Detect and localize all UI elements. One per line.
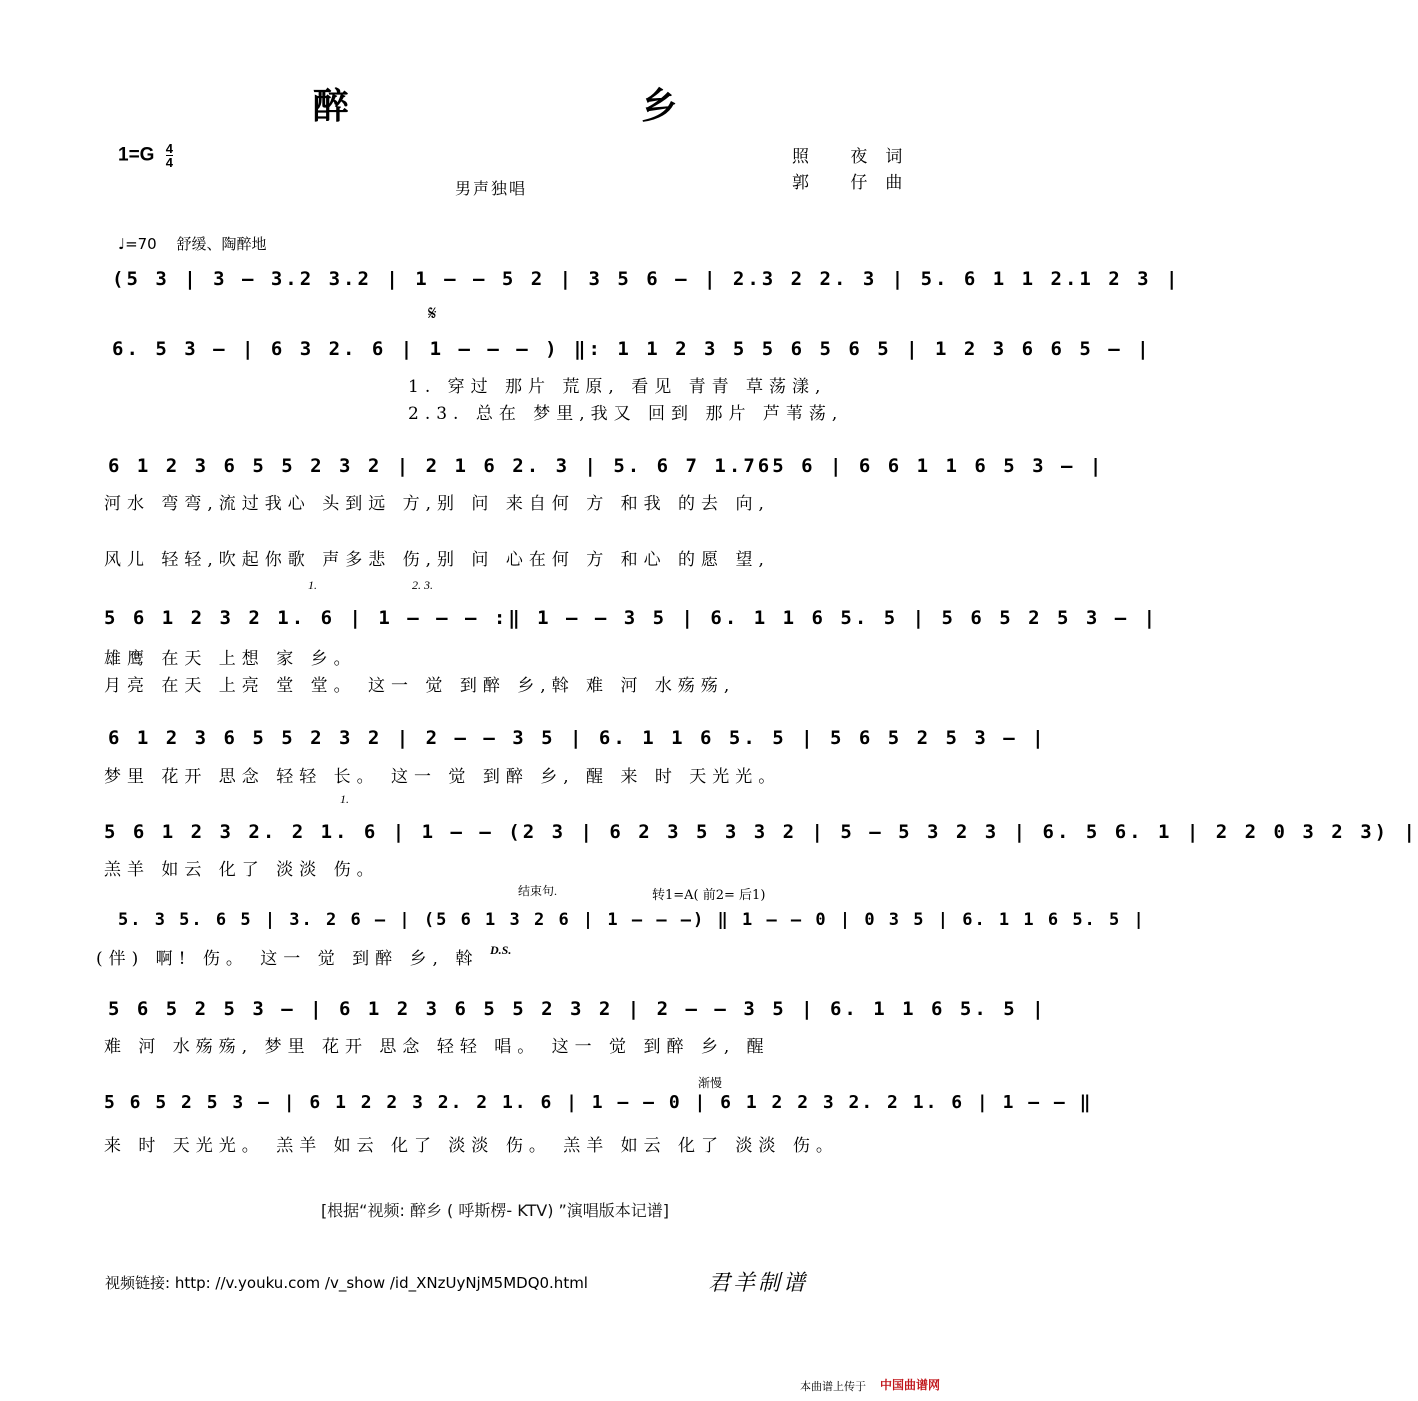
transcriber-signature: 君羊制谱 — [708, 1271, 809, 1296]
key-signature — [118, 142, 173, 169]
score-system-3: 6 1 2 3 6 5 5 2 3 2 | 2 1 6 2. 3 | 5. 6 7 1.765 6 | 6 6 1 1 6 5 3 – | — [108, 455, 1105, 477]
volta-1: 1. — [308, 578, 317, 592]
performance-type: 男声独唱 — [455, 179, 528, 198]
lyricist-credit: 照 夜词 — [792, 147, 921, 167]
lyrics-line-4b: 月亮 在天 上亮 堂 堂。 这一 觉 到醉 乡,斡 难 河 水殇殇, — [104, 676, 736, 696]
lyrics-line-7: (伴) 啊! 伤。 这一 觉 到醉 乡, 斡 — [96, 949, 479, 969]
page-title: 醉 乡 — [312, 85, 818, 127]
dal-segno-mark: D.S. — [490, 943, 512, 957]
lyrics-line-4a: 雄鹰 在天 上想 家 乡。 — [104, 649, 357, 669]
score-system-9: 5 6 5 2 5 3 – | 6 1 2 2 3 2. 2 1. 6 | 1 – – 0 | 6 1 2 2 3 2. 2 1. 6 | 1 – – ‖ — [104, 1092, 1093, 1113]
ritardando-mark: 渐慢 — [698, 1076, 723, 1090]
lyrics-line-3b: 风儿 轻轻,吹起你歌 声多悲 伤,别 问 心在何 方 和心 的愿 望, — [104, 550, 770, 570]
video-link[interactable]: 视频链接: http: //v.youku.com /v_show /id_XNzUyNjM5MDQ0.html — [105, 1274, 588, 1292]
score-system-6: 5 6 1 2 3 2. 2 1. 6 | 1 – – (2 3 | 6 2 3 5 3 3 2 | 5 – 5 3 2 3 | 6. 5 6. 1 | 2 2 0 3 2 3) | — [104, 821, 1418, 843]
lyrics-line-6: 羔羊 如云 化了 淡淡 伤。 — [104, 860, 380, 880]
score-system-2: 6. 5 3 – | 6 3 2. 6 | 1 – – – ) ‖: 1 1 2 3 5 5 6 5 6 5 | 1 2 3 6 6 5 – | — [112, 338, 1152, 360]
tempo-marking: ♩=70 舒缓、陶醉地 — [118, 235, 267, 253]
lyrics-verse-2: 2.3. 总在 梦里,我又 回到 那片 芦苇荡, — [408, 404, 844, 424]
score-system-5: 6 1 2 3 6 5 5 2 3 2 | 2 – – 3 5 | 6. 1 1 6 5. 5 | 5 6 5 2 5 3 – | — [108, 727, 1047, 749]
transcription-note: [根据“视频: 醉乡 ( 呼斯楞- KTV) ”演唱版本记谱] — [320, 1201, 670, 1220]
time-unit: 4 — [165, 155, 173, 170]
volta-1-second: 1. — [340, 792, 349, 806]
time-beats: 4 — [165, 141, 173, 156]
modulation-mark: 转1=A( 前2= 后1) — [652, 888, 766, 903]
lyrics-line-8: 难 河 水殇殇, 梦里 花开 思念 轻轻 唱。 这一 觉 到醉 乡, 醒 — [104, 1037, 770, 1057]
segno-sign: 𝄋 — [428, 301, 437, 325]
lyrics-line-5: 梦里 花开 思念 轻轻 长。 这一 觉 到醉 乡, 醒 来 时 天光光。 — [104, 767, 782, 787]
ending-phrase-mark: 结束句. — [518, 884, 558, 898]
score-system-8: 5 6 5 2 5 3 – | 6 1 2 3 6 5 5 2 3 2 | 2 – – 3 5 | 6. 1 1 6 5. 5 | — [108, 998, 1047, 1020]
score-system-4: 5 6 1 2 3 2 1. 6 | 1 – – – :‖ 1 – – 3 5 | 6. 1 1 6 5. 5 | 5 6 5 2 5 3 – | — [104, 607, 1159, 629]
score-system-7: 5. 3 5. 6 5 | 3. 2 6 – | (5 6 1 3 2 6 | 1 – – –) ‖ 1 – – 0 | 0 3 5 | 6. 1 1 6 5. 5 | — [118, 910, 1146, 930]
composer-credit: 郭 仔曲 — [792, 173, 921, 193]
site-logo[interactable]: 中国曲谱网 — [880, 1378, 941, 1392]
score-system-1: (5 3 | 3 – 3.2 3.2 | 1 – – 5 2 | 3 5 6 – | 2.3 2 2. 3 | 5. 6 1 1 2.1 2 3 | — [112, 268, 1181, 290]
time-signature — [166, 142, 173, 169]
lyrics-line-9: 来 时 天光光。 羔羊 如云 化了 淡淡 伤。 羔羊 如云 化了 淡淡 伤。 — [104, 1136, 839, 1156]
lyrics-verse-1: 1. 穿过 那片 荒原, 看见 青青 草荡漾, — [408, 377, 827, 397]
key-label: 1=G — [118, 144, 155, 166]
volta-2-3: 2. 3. — [412, 578, 433, 592]
upload-credit: 本曲谱上传于 — [800, 1380, 866, 1393]
lyrics-line-3a: 河水 弯弯,流过我心 头到远 方,别 问 来自何 方 和我 的去 向, — [104, 494, 770, 514]
